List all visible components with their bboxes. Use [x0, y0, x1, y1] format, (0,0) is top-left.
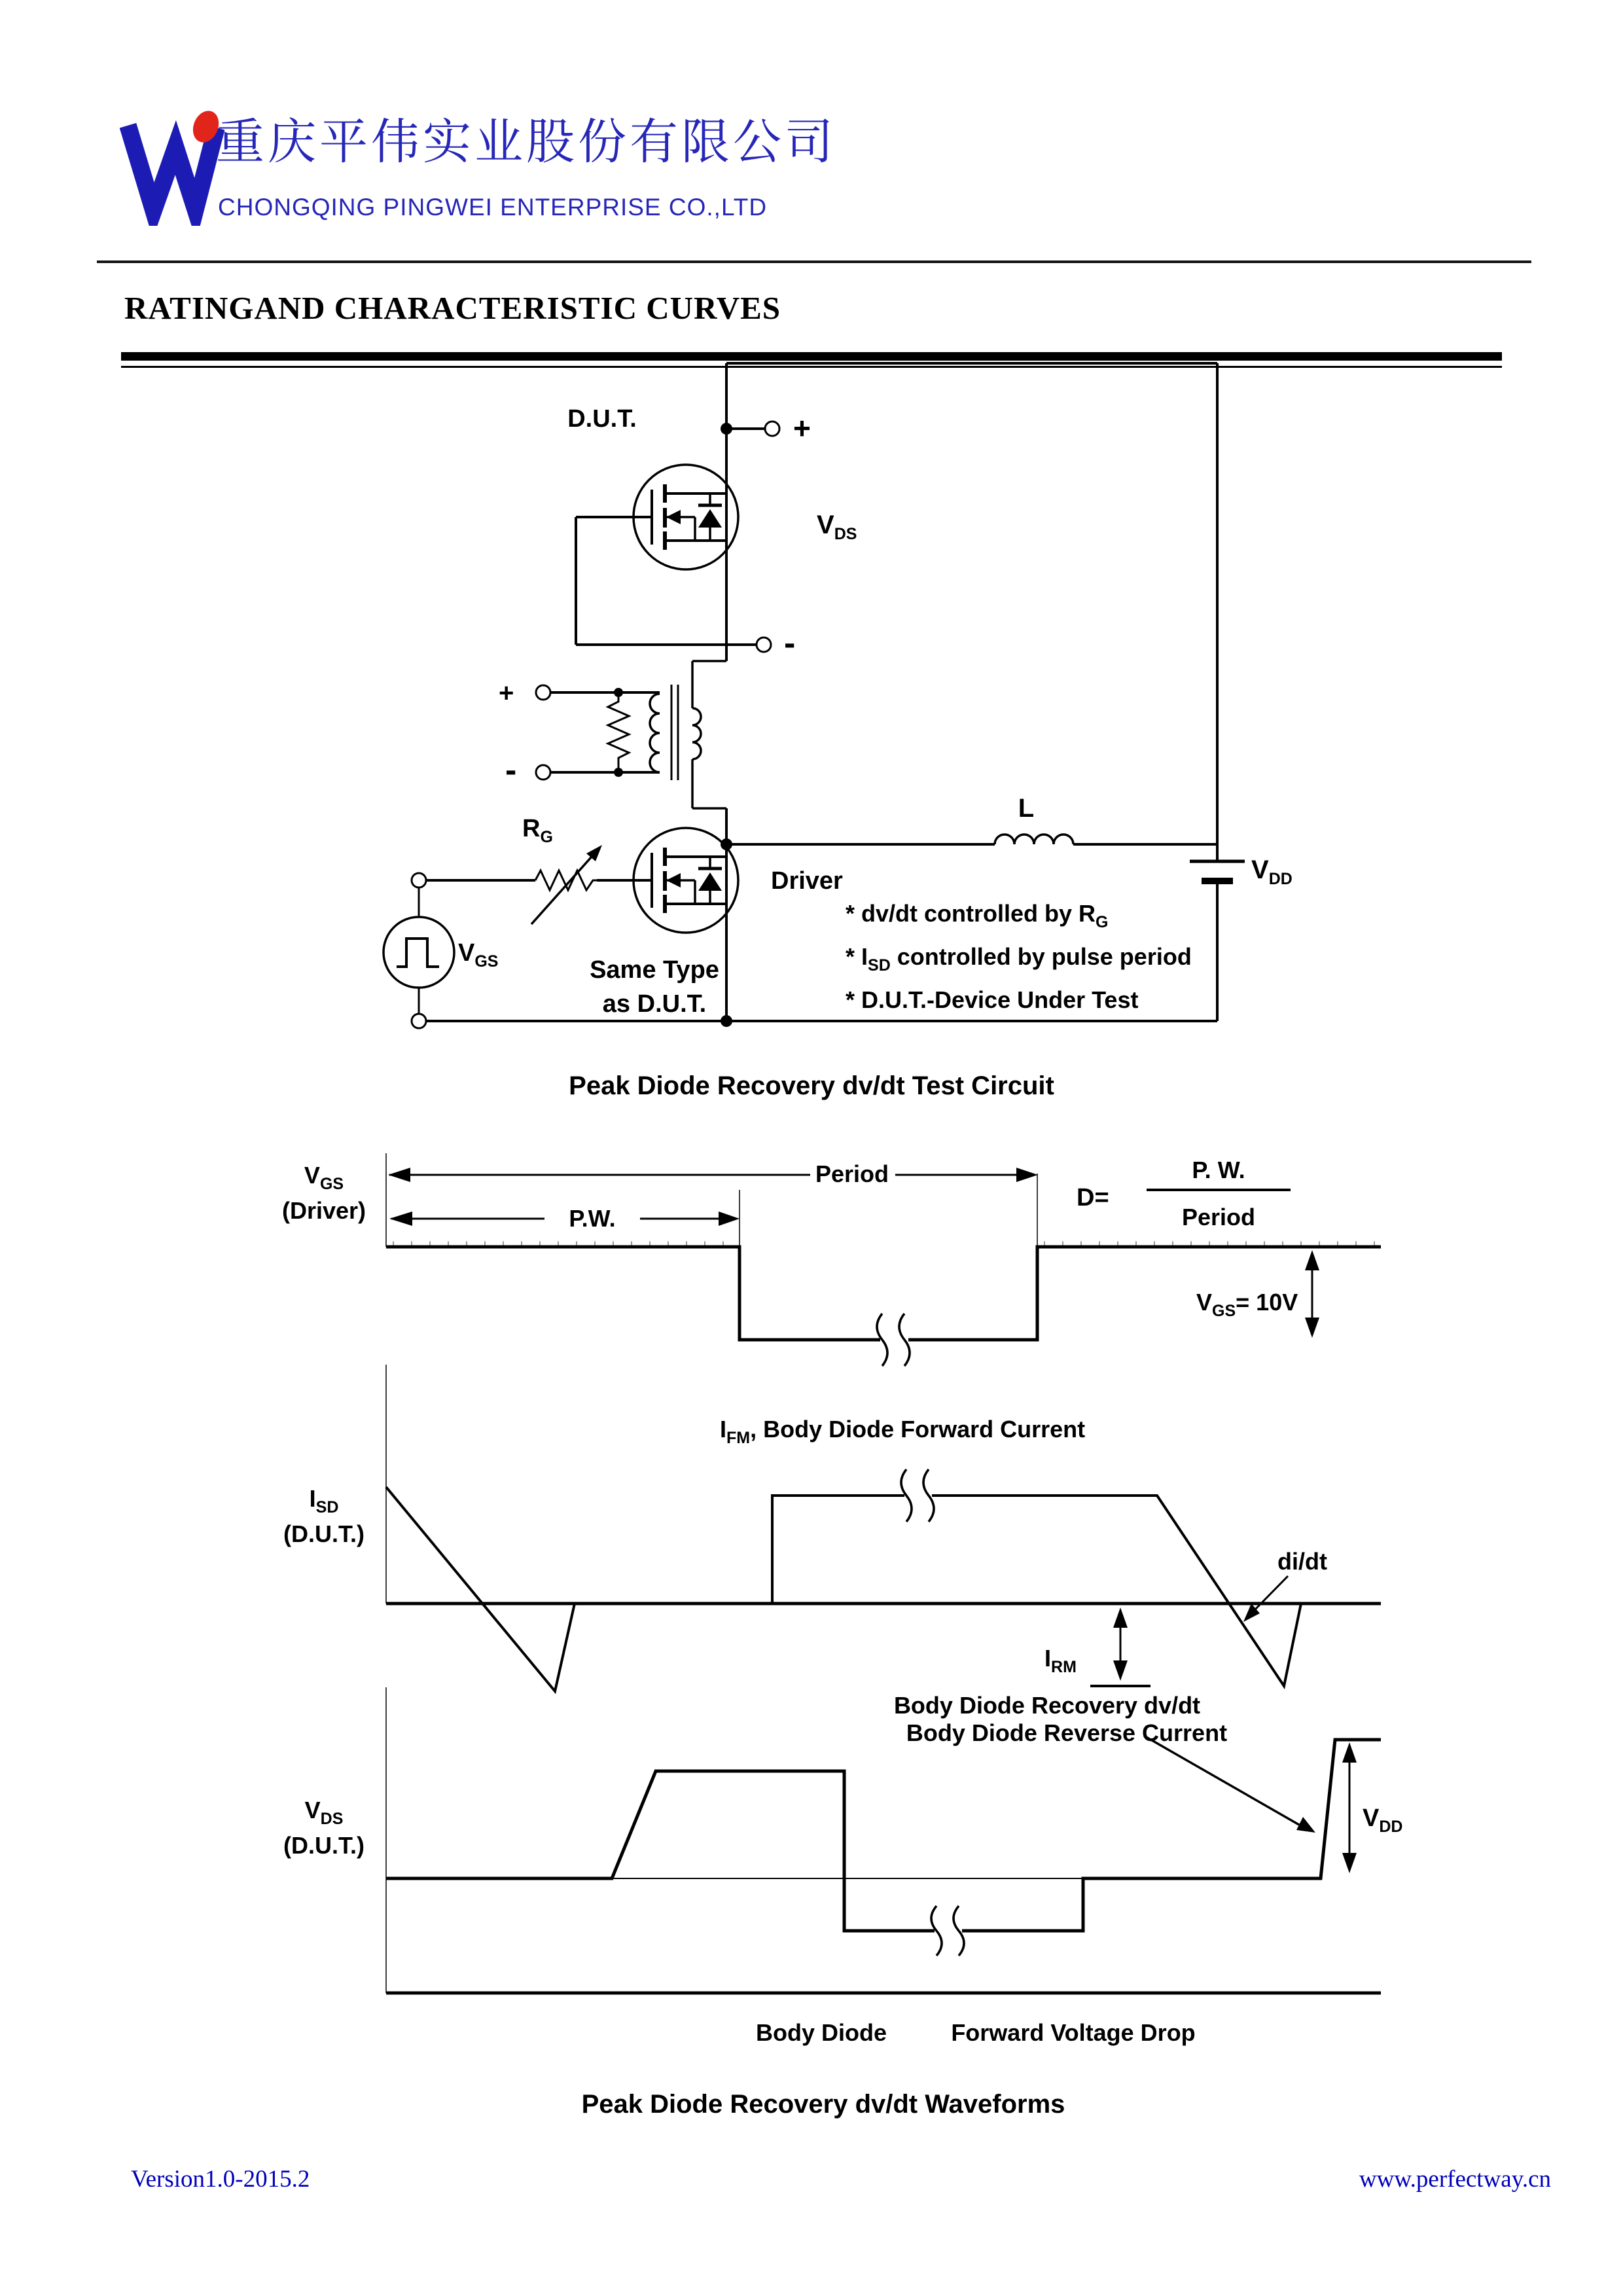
isd-axis-note: (D.U.T.): [283, 1520, 365, 1547]
minus-label: -: [784, 624, 796, 662]
forward-voltage-drop-label: Forward Voltage Drop: [951, 2019, 1196, 2046]
vgs-label: $V_{GS}$: [458, 939, 499, 971]
duty-lhs-label: D=: [1077, 1184, 1109, 1211]
input-plus-terminal: [536, 685, 550, 700]
vds-trace: [386, 1740, 1381, 1931]
isd-pulse-trace: [772, 1496, 1301, 1686]
note-dvdt: * dv/dt controlled by $R_G$: [846, 900, 1109, 931]
secondary-coil: [692, 708, 701, 759]
input-minus-label: -: [505, 751, 517, 789]
duty-denominator: Period: [1181, 1204, 1256, 1230]
same-type-label-line2: as D.U.T.: [602, 990, 707, 1018]
pulse-glyph: [397, 939, 439, 967]
didt-pointer-arrow: [1254, 1576, 1288, 1611]
irm-label: $I_{RM}$: [1044, 1645, 1077, 1676]
source-bottom-terminal: [412, 1014, 426, 1028]
secondary-jog-wires: [692, 661, 726, 808]
transformer-core: [671, 685, 678, 780]
reverse-current-label: Body Diode Reverse Current: [906, 1719, 1228, 1746]
vds-waveform: [386, 1687, 1381, 1993]
rg-label: $R_G$: [522, 815, 553, 846]
vds-label: $V_{DS}$: [817, 511, 857, 543]
recovery-pointer-arrow: [1144, 1736, 1299, 1825]
company-name-en: CHONGQING PINGWEI ENTERPRISE CO.,LTD: [218, 194, 768, 221]
vgs-level-label: $V_{GS}= 10V$: [1196, 1289, 1298, 1320]
note-dut: * D.U.T.-Device Under Test: [846, 986, 1139, 1013]
isd-waveform: [386, 1365, 1381, 1691]
vgs-axis-label: $V_{GS}$: [304, 1162, 344, 1193]
inductor-label: L: [1018, 794, 1035, 823]
rg-variable-resistor: [531, 845, 602, 924]
isd-first-recovery: [386, 1487, 575, 1691]
primary-coil: [650, 694, 660, 772]
ifm-label: $I_{FM}$, Body Diode Forward Current: [720, 1416, 1086, 1447]
duty-numerator: P. W.: [1192, 1157, 1245, 1183]
input-plus-label: +: [499, 679, 514, 708]
gate-transformer-symbol: [536, 685, 701, 780]
junction-dot: [721, 423, 732, 435]
circuit-caption: Peak Diode Recovery dv/dt Test Circuit: [569, 1071, 1054, 1100]
recovery-dvdt-label: Body Diode Recovery dv/dt: [893, 1692, 1201, 1719]
waveform-diagram: [282, 1153, 1402, 2119]
waveforms-caption: Peak Diode Recovery dv/dt Waveforms: [581, 2090, 1065, 2119]
vdd-label: $V_{DD}$: [1251, 855, 1293, 888]
battery-symbol: [1190, 861, 1245, 881]
vds-axis-note: (D.U.T.): [283, 1832, 365, 1859]
vdd-level-label: $V_{DD}$: [1363, 1804, 1403, 1836]
didt-label: di/dt: [1277, 1548, 1327, 1575]
source-top-terminal: [412, 873, 426, 888]
period-label: Period: [815, 1160, 889, 1187]
junction-dot: [614, 768, 623, 777]
page-title: RATINGAND CHARACTERISTIC CURVES: [124, 290, 781, 326]
pw-label: P.W.: [569, 1205, 616, 1232]
vds-plus-terminal: [765, 422, 779, 436]
vds-minus-terminal: [757, 637, 771, 652]
footer-version: Version1.0-2015.2: [131, 2166, 310, 2193]
footer-website: www.perfectway.cn: [1359, 2166, 1551, 2193]
dut-gate-wire: [576, 517, 652, 645]
transformer-input-wires: [550, 692, 660, 772]
test-circuit-diagram: [383, 363, 1293, 1100]
same-type-label-line1: Same Type: [590, 956, 719, 984]
body-diode-label: Body Diode: [755, 2019, 887, 2046]
vgs-trace: [386, 1247, 1381, 1340]
resistor-symbol: [608, 692, 629, 772]
vgs-axis-note: (Driver): [281, 1197, 366, 1224]
company-name-cn: 重庆平伟实业股份有限公司: [216, 114, 836, 170]
dut-label: D.U.T.: [567, 405, 637, 433]
driver-label: Driver: [771, 867, 843, 895]
junction-dot: [721, 1015, 732, 1027]
input-minus-terminal: [536, 765, 550, 780]
isd-axis-label: $I_{SD}$: [309, 1485, 339, 1516]
junction-dot: [614, 688, 623, 697]
note-isd: * $I_{SD}$ controlled by pulse period: [846, 943, 1192, 975]
vds-axis-label: $V_{DS}$: [304, 1797, 344, 1828]
inductor-symbol: [995, 834, 1073, 844]
break-squiggle: [899, 1314, 910, 1366]
plus-label: +: [793, 411, 811, 445]
